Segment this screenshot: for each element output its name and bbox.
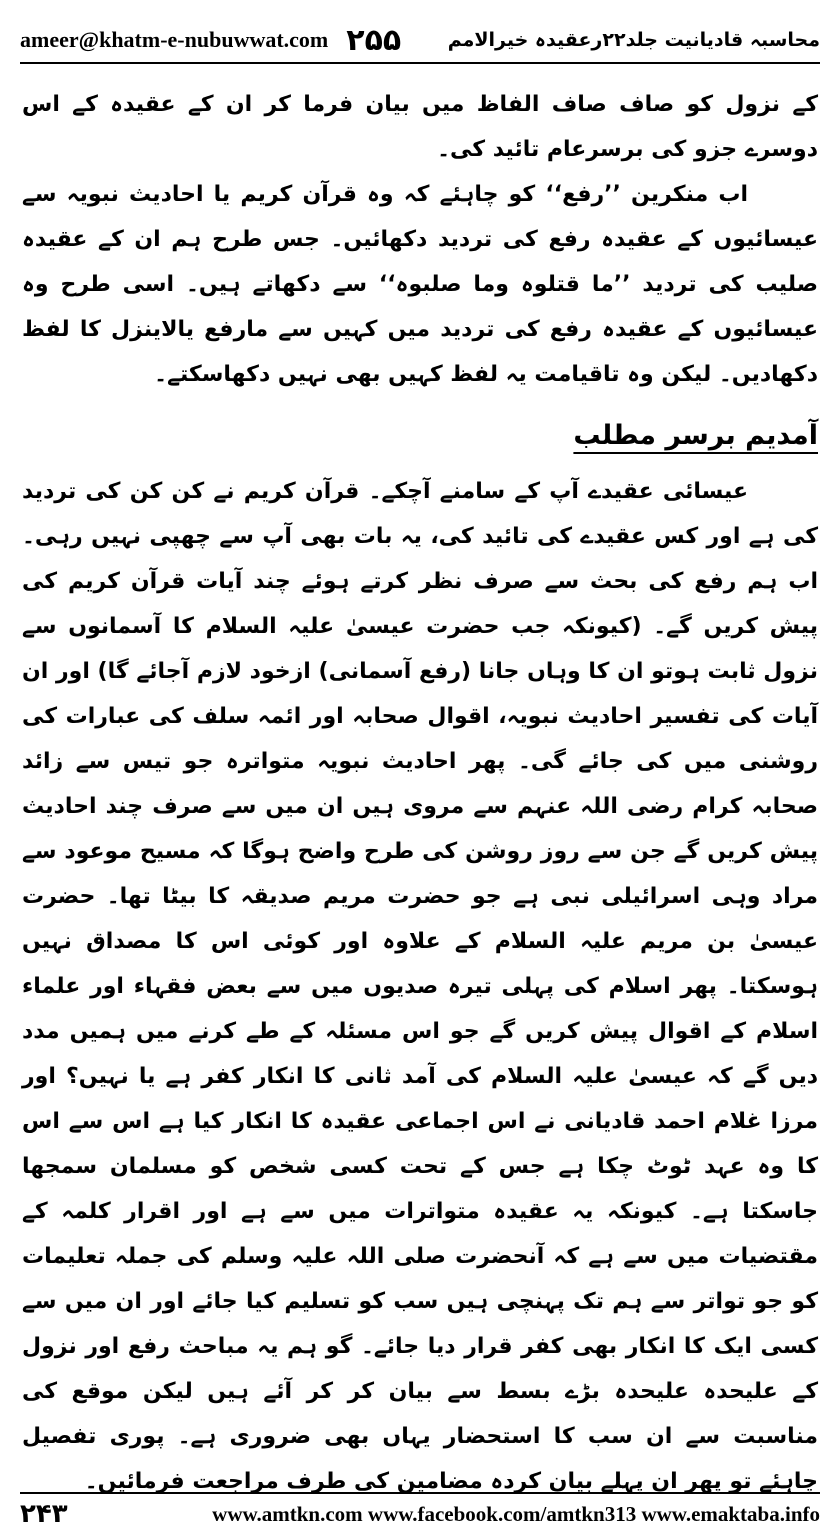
page-body [22,82,818,1504]
page-header [20,18,820,64]
body-paragraph-2: اب منکرین ’’رفع‘‘ کو چاہئے کہ وہ قرآن کریم یا احادیث نبویہ سے عیسائیوں کے عقیدہ رفع کی تردید دکھائیں۔ جس طرح ہم ان کے عقیدہ صلیب کی تردید ’’ما قتلوہ وما صلبوہ‘‘ سے دکھاتے ہیں۔ اسی طرح وہ عیسائیوں کے عقیدہ رفع کی تردید میں کہیں سے مارفع یالاینزل کا لفظ دکھادیں۔ لیکن وہ تاقیامت یہ لفظ کہیں بھی نہیں دکھاسکتے۔ [22,182,818,387]
header-page-number: ۲۵۵ [346,22,402,58]
footer-website-links: www.amtkn.com www.facebook.com/amtkn313 www.emaktaba.info [212,1501,820,1526]
header-left-group [20,23,401,58]
footer-page-number: ۲۴۳ [20,1499,68,1529]
section-heading: آمدیم برسر مطلب [573,420,818,451]
body-paragraph-3: عیسائی عقیدے آپ کے سامنے آچکے۔ قرآن کریم نے کن کن کی تردید کی ہے اور کس عقیدے کی تائید کی، یہ بات بھی آپ سے چھپی نہیں رہی۔ اب ہم رفع کی بحث سے صرف نظر کرتے ہوئے چند آیات قرآن کریم کی پیش کریں گے۔ (کیونکہ جب حضرت عیسیٰ علیہ السلام کا آسمانوں سے نزول ثابت ہوتو ان کا وہاں جانا (رفع آسمانی) ازخود لازم آجائے گا) اور ان آیات کی تفسیر احادیث نبویہ، اقوال صحابہ اور ائمہ سلف کی عبارات کی روشنی میں کی جائے گی۔ پھر احادیث نبویہ متواترہ جو تیس سے زائد صحابہ کرام رضی اللہ عنہم سے مروی ہیں ان میں سے صرف چند احادیث پیش کریں گے جن سے روز روشن کی طرح واضح ہوگا کہ مسیح موعود سے مراد وہی اسرائیلی نبی ہے جو حضرت مریم صدیقہ کا بیٹا تھا۔ حضرت عیسیٰ بن مریم علیہ السلام کے علاوہ اور کوئی اس کا مصداق نہیں ہوسکتا۔ پھر اسلام کی پہلی تیرہ صدیوں میں سے بعض فقہاء اور علماء اسلام کے اقوال پیش کریں گے جو اس مسئلہ کے طے کرنے میں ہمیں مدد دیں گے کہ عیسیٰ علیہ السلام کی آمد ثانی کا انکار کفر ہے یا نہیں؟ اور مرزا غلام احمد قادیانی نے اس اجماعی عقیدہ کا انکار کیا ہے اس سے اس کا وہ عہد ٹوٹ چکا ہے جس کے تحت کسی شخص کو مسلمان سمجھا جاسکتا ہے۔ کیونکہ یہ عقیدہ متواترات میں سے ہے اور اقرار کلمہ کے مقتضیات میں سے ہے کہ آنحضرت صلی اللہ علیہ وسلم کی جملہ تعلیمات کو جو تواتر سے ہم تک پہنچی ہیں سب کو تسلیم کیا جائے اور ان میں سے کسی ایک کا انکار بھی کفر قرار دیا جائے۔ گو ہم یہ مباحث رفع اور نزول کے علیحدہ علیحدہ بڑے بسط سے بیان کر کر آئے ہیں لیکن موقع کی مناسبت سے ان سب کا استحضار یہاں بھی ضروری ہے۔ پوری تفصیل چاہئے تو پھر ان پہلے بیان کردہ مضامین کی طرف مراجعت فرمائیں۔ [22,479,818,1494]
page-footer [20,1492,820,1534]
header-running-title: محاسبہ قادیانیت جلد۲۲رعقیدہ خیرالامم [447,29,820,51]
header-email: ameer@khatm-e-nubuwwat.com [20,27,329,52]
body-paragraph-1: کے نزول کو صاف صاف الفاظ میں بیان فرما کر ان کے عقیدہ کے اس دوسرے جزو کی برسرعام تائید کی۔ [22,92,818,162]
